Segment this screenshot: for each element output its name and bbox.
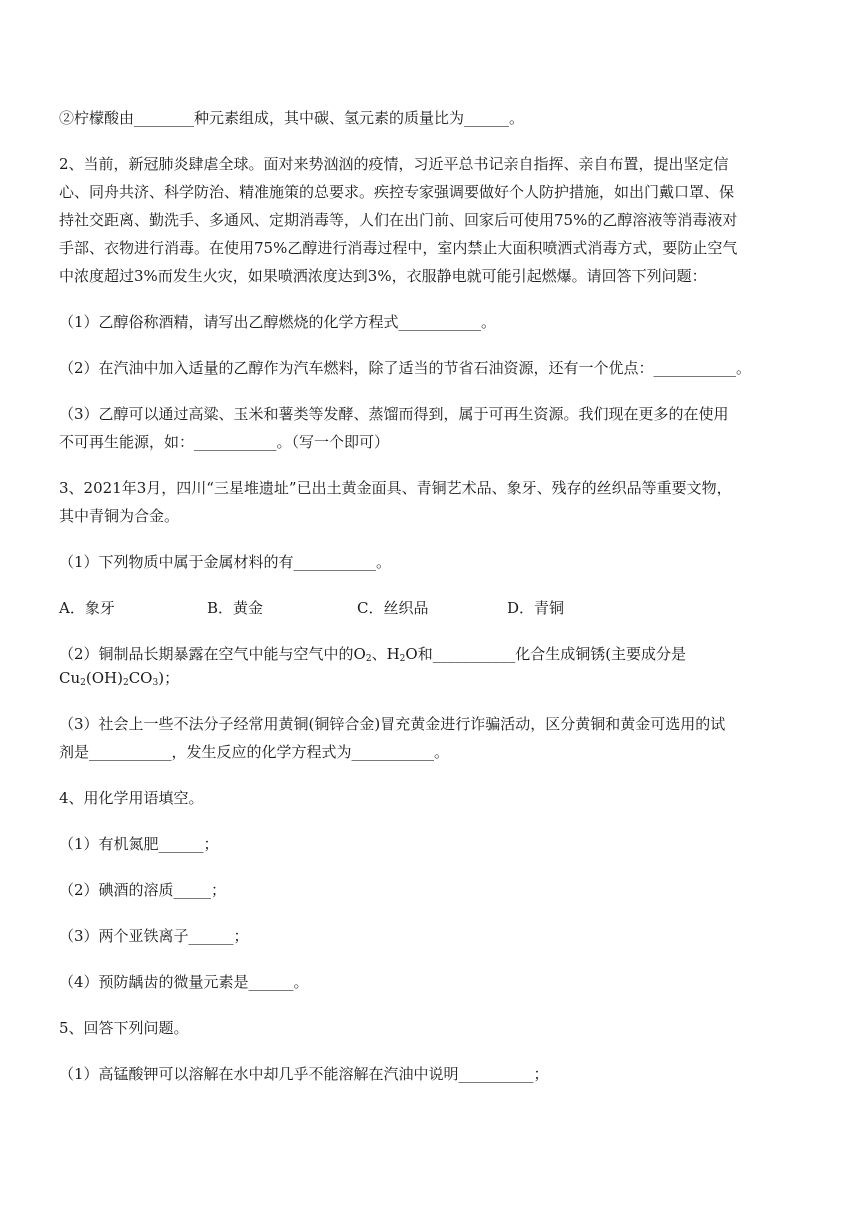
- subscript: 2: [365, 654, 372, 664]
- q4-stem: 4、用化学用语填空。: [59, 789, 204, 807]
- subscript: 3: [152, 678, 159, 688]
- q2-sub2: （2）在汽油中加入适量的乙醇作为汽车燃料，除了适当的节省石油资源，还有一个优点：___________。: [59, 359, 752, 377]
- q5-stem: 5、回答下列问题。: [59, 1019, 189, 1037]
- q4-item-2: （2）碘酒的溶质_____；: [59, 881, 227, 899]
- q2-sub1: （1）乙醇俗称酒精，请写出乙醇燃烧的化学方程式___________。: [59, 313, 497, 331]
- q3-sub2-line-1: （2）铜制品长期暴露在空气中能与空气中的$O_2$、$H_2O$和___________化合生成铜锈(主要成分是: [59, 645, 687, 664]
- subscript: 2: [80, 678, 86, 688]
- q2-sub3-line-2: 不可再生能源，如：___________。（写一个即可）: [59, 433, 390, 451]
- q4-item-4: （4）预防龋齿的微量元素是______。: [59, 973, 309, 991]
- q3-sub3-line-2: 剂是___________，发生反应的化学方程式为___________。: [59, 743, 450, 761]
- option-b: B．黄金: [207, 599, 264, 617]
- subscript: 2: [399, 654, 406, 664]
- q2-sub3-line-1: （3）乙醇可以通过高粱、玉米和薯类等发酵、蒸馏而得到，属于可再生资源。我们现在更多的在使用: [59, 405, 729, 423]
- q5-sub1: （1）高锰酸钾可以溶解在水中却几乎不能溶解在汽油中说明__________；: [59, 1065, 549, 1083]
- option-a: A．象牙: [59, 599, 115, 617]
- q3-stem-line-2: 其中青铜为合金。: [59, 507, 180, 525]
- option-d: D．青铜: [507, 599, 565, 617]
- q2-stem-line-5: 中浓度超过3%而发生火灾，如果喷洒浓度达到3%，衣服静电就可能引起燃爆。请回答下列问题：: [59, 267, 707, 285]
- q4-item-3: （3）两个亚铁离子______；: [59, 927, 249, 945]
- q4-item-1: （1）有机氮肥______；: [59, 835, 219, 853]
- q2-stem-line-1: 2、当前，新冠肺炎肆虐全球。面对来势汹汹的疫情，习近平总书记亲自指挥、亲自布置，提出坚定信: [59, 155, 729, 173]
- q2-stem-line-4: 手部、衣物进行消毒。在使用75%乙醇进行消毒过程中，室内禁止大面积喷洒式消毒方式，要防止空气: [59, 239, 738, 257]
- q3-stem-line-1: 3、2021年3月，四川“三星堆遗址”已出土黄金面具、青铜艺术品、象牙、残存的丝织品等重要文物，: [59, 479, 732, 497]
- subscript: 2: [122, 678, 129, 688]
- q2-stem-line-3: 持社交距离、勤洗手、多通风、定期消毒等，人们在出门前、回家后可使用75%的乙醇溶液等消毒液对: [59, 211, 738, 229]
- option-c: C．丝织品: [357, 599, 429, 617]
- q3-sub1: （1）下列物质中属于金属材料的有___________。: [59, 553, 392, 571]
- q1-part2: ②柠檬酸由________种元素组成，其中碳、氢元素的质量比为______。: [59, 109, 525, 127]
- q3-sub2-line-2: $Cu_2(OH)_2CO_3$)；: [59, 669, 180, 688]
- q2-stem-line-2: 心、同舟共济、科学防治、精准施策的总要求。疾控专家强调要做好个人防护措施，如出门戴口罩、保: [59, 183, 735, 201]
- q3-sub3-line-1: （3）社会上一些不法分子经常用黄铜(铜锌合金)冒充黄金进行诈骗活动，区分黄铜和黄金可选用的试: [59, 715, 726, 733]
